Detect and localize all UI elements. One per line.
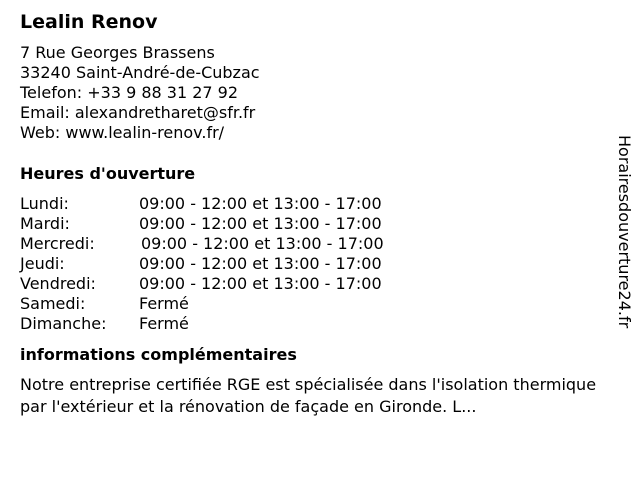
day-hours: 09:00 - 12:00 et 13:00 - 17:00	[139, 214, 382, 233]
day-label: Mardi:	[20, 214, 70, 233]
hours-row-dimanche	[20, 314, 610, 334]
day-label: Dimanche:	[20, 314, 107, 333]
address-street: 7 Rue Georges Brassens	[20, 43, 215, 62]
hours-row-lundi	[20, 194, 610, 214]
day-hours: 09:00 - 12:00 et 13:00 - 17:00	[139, 254, 382, 273]
business-name: Lealin Renov	[20, 11, 158, 33]
info-description: Notre entreprise certifiée RGE est spécialisée dans l'isolation thermique par l'extérieur et la rénovation de façade en Gironde. L...	[20, 375, 597, 416]
day-label: Samedi:	[20, 294, 86, 313]
day-label: Jeudi:	[20, 254, 65, 273]
day-hours: 09:00 - 12:00 et 13:00 - 17:00	[139, 274, 382, 293]
day-label: Vendredi:	[20, 274, 96, 293]
day-label: Lundi:	[20, 194, 69, 213]
hours-row-jeudi	[20, 254, 610, 274]
hours-row-samedi	[20, 294, 610, 314]
day-hours: 09:00 - 12:00 et 13:00 - 17:00	[141, 234, 384, 253]
address-city: 33240 Saint-André-de-Cubzac	[20, 63, 260, 82]
phone-line[interactable]: Telefon: +33 9 88 31 27 92	[20, 83, 239, 102]
day-hours: Fermé	[139, 314, 189, 333]
hours-row-mercredi	[20, 234, 610, 254]
day-label: Mercredi:	[20, 234, 95, 253]
day-hours: Fermé	[139, 294, 189, 313]
hours-heading: Heures d'ouverture	[20, 164, 196, 183]
info-heading: informations complémentaires	[20, 345, 297, 364]
hours-row-vendredi	[20, 274, 610, 294]
hours-table	[20, 194, 610, 334]
email-line[interactable]: Email: alexandretharet@sfr.fr	[20, 103, 256, 122]
hours-row-mardi	[20, 214, 610, 234]
day-hours: 09:00 - 12:00 et 13:00 - 17:00	[139, 194, 382, 213]
business-card	[20, 10, 610, 418]
site-watermark: Horairesdouverture24.fr	[615, 135, 634, 329]
web-line[interactable]: Web: www.lealin-renov.fr/	[20, 123, 225, 142]
